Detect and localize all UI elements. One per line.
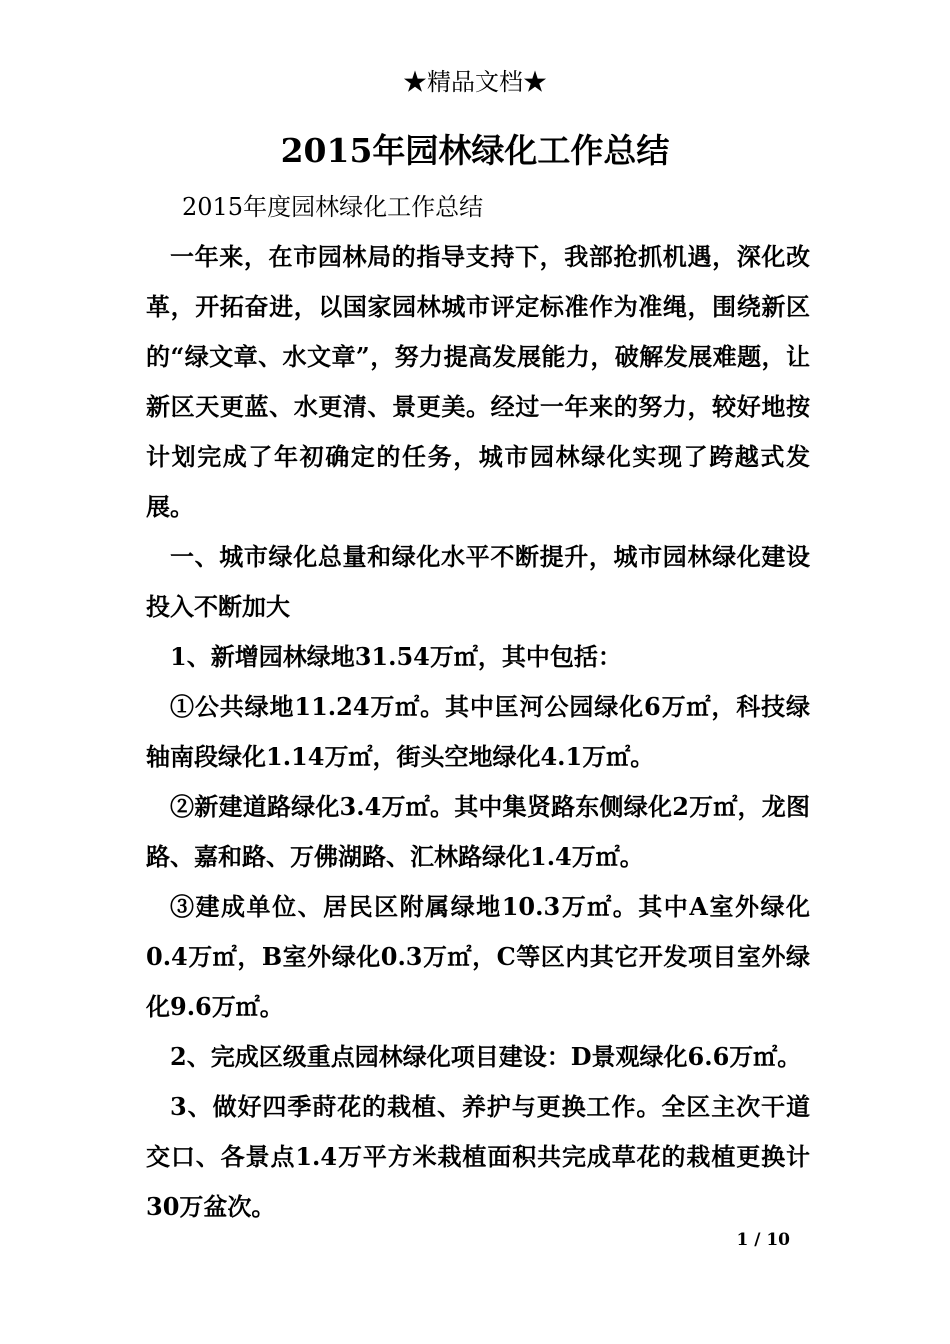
page-number: 1 / 10 [736,1230,790,1250]
document-body [146,182,810,1232]
intro-paragraph: 一年来，在市园林局的指导支持下，我部抢抓机遇，深化改革，开拓奋进，以国家园林城市评定标准作为准绳，围绕新区的“绿文章、水文章”，努力提高发展能力，破解发展难题，让新区天更蓝、水更清、景更美。经过一年来的努力，较好地按计划完成了年初确定的任务，城市园林绿化实现了跨越式发展。 [146,242,810,521]
document-title: 2015年园林绿化工作总结 [280,131,670,170]
document-header: ★精品文档★ [403,68,547,96]
sub-item-paragraph-3: ③建成单位、居民区附属绿地10.3万㎡。其中A室外绿化0.4万㎡，B室外绿化0.3万㎡，C等区内其它开发项目室外绿化9.6万㎡。 [146,892,810,1021]
item-paragraph-3: 3、做好四季莳花的栽植、养护与更换工作。全区主次干道交口、各景点1.4万平方米栽植面积共完成草花的栽植更换计30万盆次。 [146,1092,810,1221]
sub-item-paragraph-1: ①公共绿地11.24万㎡。其中匡河公园绿化6万㎡，科技绿轴南段绿化1.14万㎡，街头空地绿化4.1万㎡。 [146,692,810,771]
sub-item-paragraph-2: ②新建道路绿化3.4万㎡。其中集贤路东侧绿化2万㎡，龙图路、嘉和路、万佛湖路、汇林路绿化1.4万㎡。 [146,792,810,871]
item-paragraph-2: 2、完成区级重点园林绿化项目建设：D景观绿化6.6万㎡。 [170,1042,802,1071]
section-heading-1: 一、城市绿化总量和绿化水平不断提升，城市园林绿化建设投入不断加大 [146,542,810,621]
item-paragraph-1: 1、新增园林绿地31.54万㎡，其中包括： [170,642,622,671]
subtitle-paragraph: 2015年度园林绿化工作总结 [182,193,484,221]
